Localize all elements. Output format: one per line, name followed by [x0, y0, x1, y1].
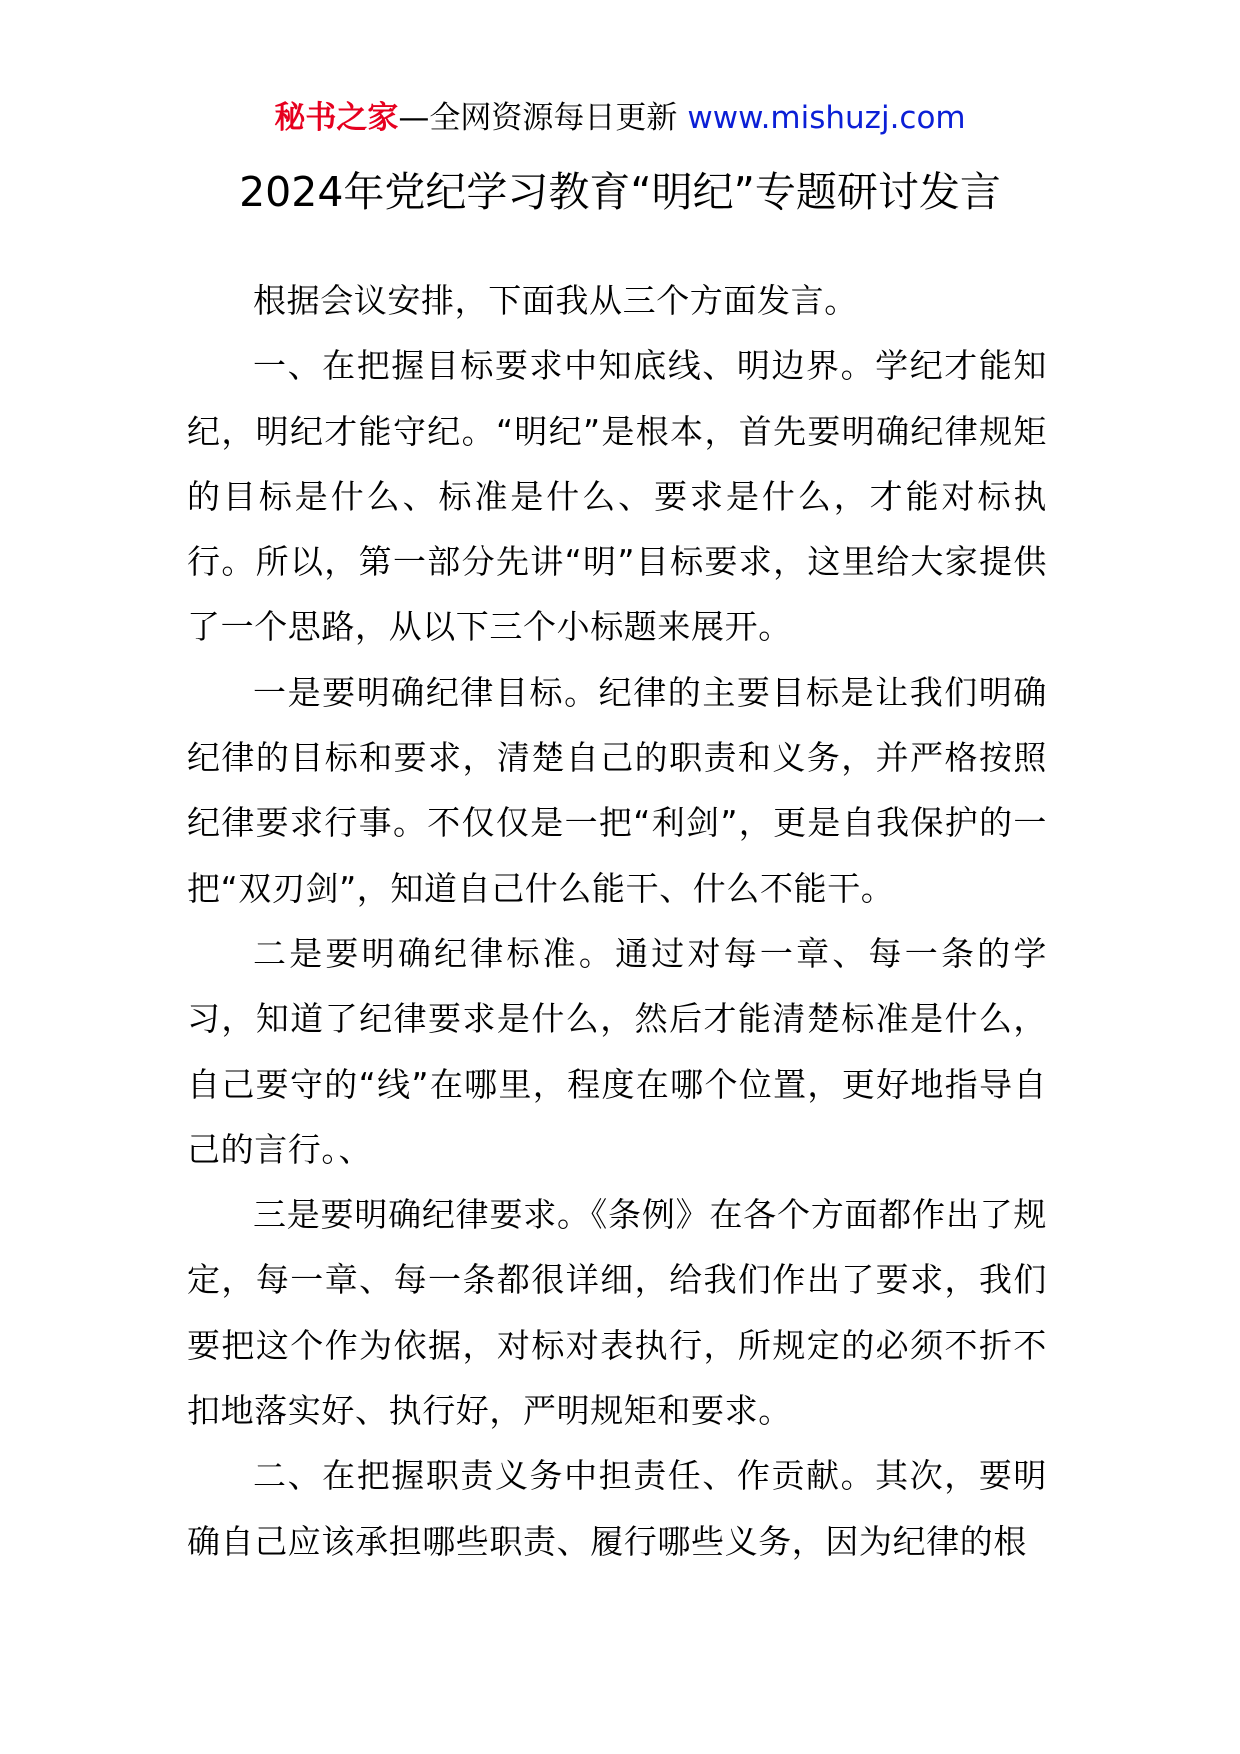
paragraph-discipline-goal: 一是要明确纪律目标。纪律的主要目标是让我们明确纪律的目标和要求，清楚自己的职责和义务，并严格按照纪律要求行事。不仅仅是一把“利剑”，更是自我保护的一把“双刃剑”，知道自己什么能干、什么不能干。 — [187, 672, 1047, 908]
paragraph-discipline-requirement: 三是要明确纪律要求。《条例》在各个方面都作出了规定，每一章、每一条都很详细，给我们作出了要求，我们要把这个作为依据，对标对表执行，所规定的必须不折不扣地落实好、执行好，严明规矩和要求。 — [187, 1195, 1047, 1431]
document-body — [187, 268, 1047, 1574]
document-title: 2024年党纪学习教育“明纪”专题研讨发言 — [239, 168, 1001, 216]
paragraph-section-one: 一、在把握目标要求中知底线、明边界。学纪才能知纪，明纪才能守纪。“明纪”是根本，首先要明确纪律规矩的目标是什么、标准是什么、要求是什么，才能对标执行。所以，第一部分先讲“明”目标要求，这里给大家提供了一个思路，从以下三个小标题来展开。 — [187, 346, 1047, 647]
site-url-link[interactable]: www.mishuzj.com — [687, 100, 966, 136]
header-slogan: —全网资源每日更新 — [398, 100, 678, 136]
site-header — [0, 98, 1240, 138]
brand-name: 秘书之家 — [274, 100, 399, 136]
paragraph-discipline-standard: 二是要明确纪律标准。通过对每一章、每一条的学习，知道了纪律要求是什么，然后才能清楚标准是什么，自己要守的“线”在哪里，程度在哪个位置，更好地指导自己的言行。、 — [187, 933, 1047, 1169]
paragraph-intro: 根据会议安排，下面我从三个方面发言。 — [253, 281, 858, 320]
paragraph-section-two: 二、在把握职责义务中担责任、作贡献。其次，要明确自己应该承担哪些职责、履行哪些义务，因为纪律的根 — [187, 1456, 1047, 1561]
